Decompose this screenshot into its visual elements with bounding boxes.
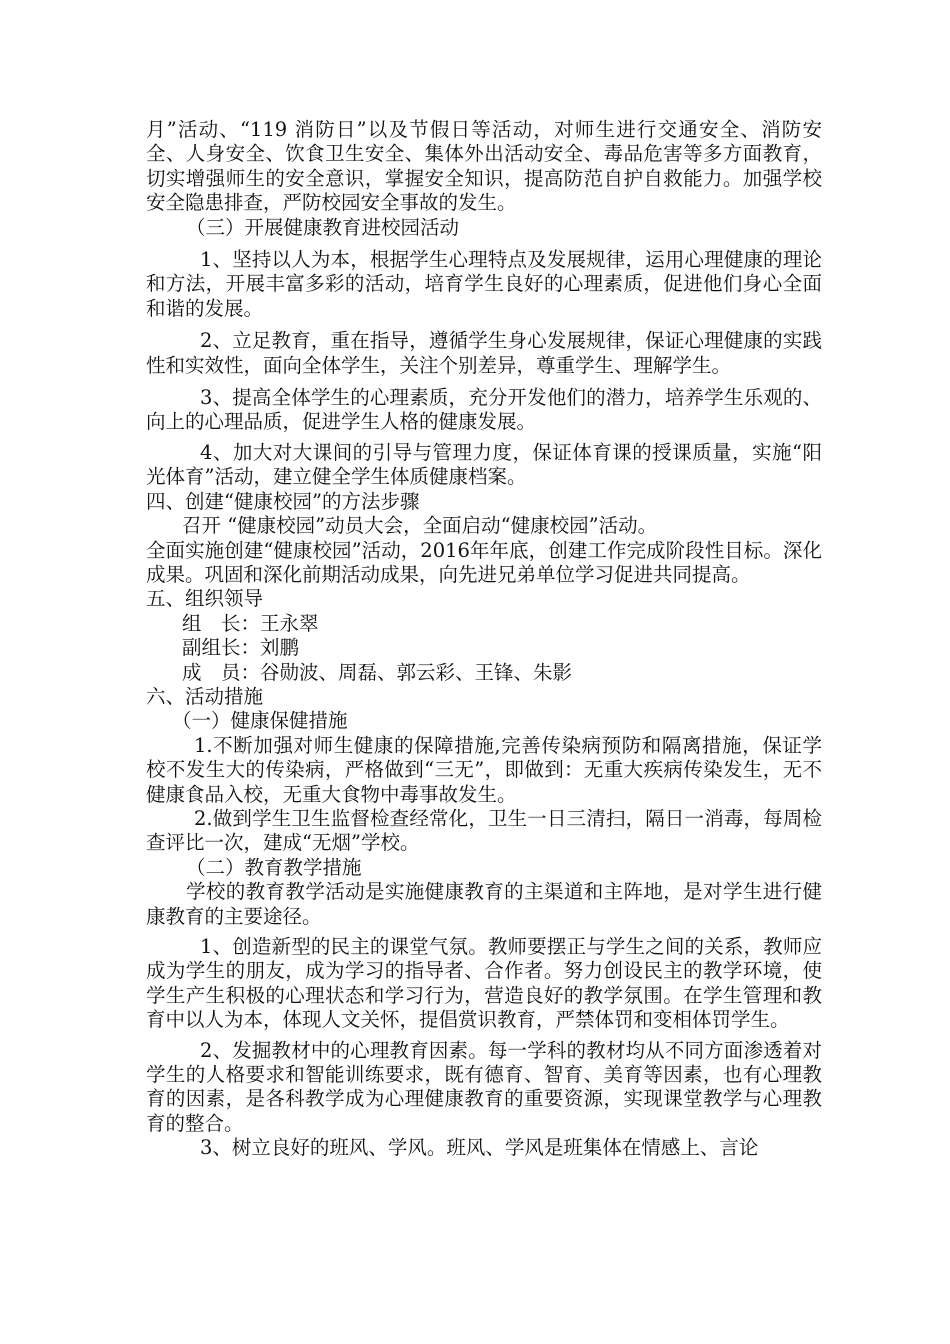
heading-health-education-campus: （三）开展健康教育进校园活动: [186, 215, 460, 239]
paragraph-kickoff-meeting: 召开 “健康校园”动员大会，全面启动“健康校园”活动。: [182, 514, 658, 538]
paragraph-item-4: 4、加大对大课间的引导与管理力度，保证体育课的授课质量，实施“阳光体育”活动，建立健全学生体质健康档案。: [146, 440, 822, 489]
paragraph-teaching-1: 1、创造新型的民主的课堂气氛。教师要摆正与学生之间的关系，教师应成为学生的朋友，成为学习的指导者、合作者。努力创设民主的教学环境，使学生产生积极的心理状态和学习行为，营造良好的教学氛围。在学生管理和教育中以人为本，体现人文关怀，提倡赏识教育，严禁体罚和变相体罚学生。: [146, 935, 822, 1032]
paragraph-safety-education: 月”活动、“119 消防日”以及节假日等活动，对师生进行交通安全、消防安全、人身安全、饮食卫生安全、集体外出活动安全、毒品危害等多方面教育，切实增强师生的安全意识，掌握安全知识，提高防范自护自救能力。加强学校安全隐患排查，严防校园安全事故的发生。: [146, 118, 822, 215]
paragraph-teaching-3: 3、树立良好的班风、学风。班风、学风是班集体在情感上、言论: [200, 1136, 759, 1160]
paragraph-item-2: 2、立足教育，重在指导，遵循学生身心发展规律，保证心理健康的实践性和实效性，面向全体学生，关注个别差异，尊重学生、理解学生。: [146, 329, 822, 377]
paragraph-teaching-intro: 学校的教育教学活动是实施健康教育的主渠道和主阵地，是对学生进行健康教育的主要途径。: [146, 880, 822, 928]
members-line: 成 员：谷勋波、周磊、郭云彩、王锋、朱影: [182, 660, 573, 684]
deputy-leader-line: 副组长：刘鹏: [182, 636, 300, 660]
heading-health-measures: （一）健康保健措施: [172, 709, 348, 733]
paragraph-measure-2: 2.做到学生卫生监督检查经常化，卫生一日三清扫，隔日一消毒，每周检查评比一次，建成“无烟”学校。: [146, 806, 822, 855]
paragraph-item-3: 3、提高全体学生的心理素质，充分开发他们的潜力，培养学生乐观的、向上的心理品质，促进学生人格的健康发展。: [146, 386, 822, 434]
paragraph-measure-1: 1.不断加强对师生健康的保障措施,完善传染病预防和隔离措施，保证学校不发生大的传染病，严格做到“三无”，即做到：无重大疾病传染发生，无不健康食品入校，无重大食物中毒事故发生。: [146, 733, 822, 806]
leader-line: 组 长：王永翠: [182, 611, 319, 635]
heading-section-5: 五、组织领导: [146, 587, 264, 611]
heading-teaching-measures: （二）教育教学措施: [186, 855, 362, 879]
document-page: [146, 118, 822, 1161]
paragraph-teaching-2: 2、发掘教材中的心理教育因素。每一学科的教材均从不同方面渗透着对学生的人格要求和智能训练要求，既有德育、智育、美育等因素，也有心理教育的因素，是各科教学成为心理健康教育的重要资源，实现课堂教学与心理教育的整合。: [146, 1038, 822, 1135]
heading-section-6: 六、活动措施: [146, 684, 264, 708]
paragraph-implementation: 全面实施创建“健康校园”活动，2016年年底，创建工作完成阶段性目标。深化成果。巩固和深化前期活动成果，向先进兄弟单位学习促进共同提高。: [146, 538, 822, 586]
heading-section-4: 四、创建“健康校园”的方法步骤: [146, 489, 420, 513]
paragraph-item-1: 1、坚持以人为本，根据学生心理特点及发展规律，运用心理健康的理论和方法，开展丰富多彩的活动，培育学生良好的心理素质，促进他们身心全面和谐的发展。: [146, 248, 822, 320]
